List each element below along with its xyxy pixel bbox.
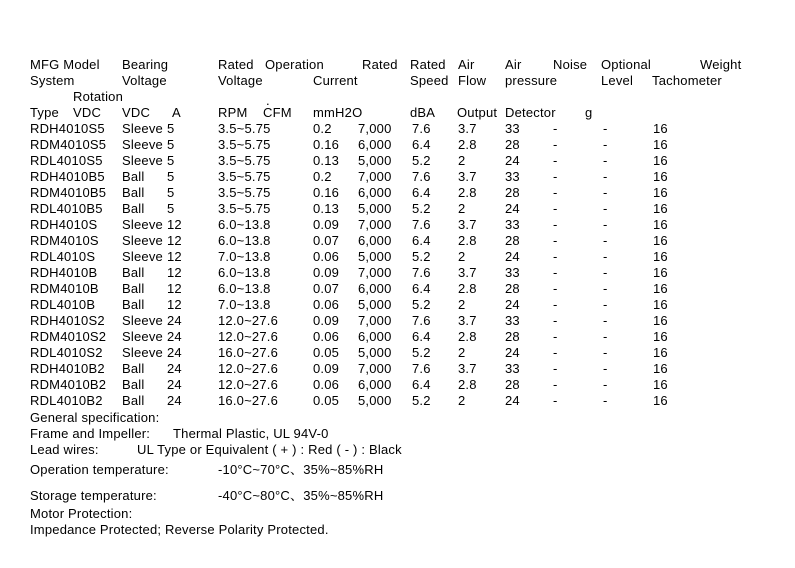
- cell-rated-speed-rpm: 7,000: [358, 121, 392, 136]
- cell-bearing: Sleeve: [122, 313, 163, 328]
- cell-bearing: Ball: [122, 393, 145, 408]
- cell-operation-current-a: 0.2: [313, 121, 332, 136]
- cell-tachometer-output: -: [553, 169, 558, 184]
- cell-rated-speed-rpm: 7,000: [358, 313, 392, 328]
- cell-tachometer-detector: -: [603, 329, 608, 344]
- header-cell: Voltage: [218, 73, 263, 88]
- cell-air-flow-cfm: 5.2: [412, 201, 431, 216]
- storage-temperature-label: Storage temperature:: [30, 488, 157, 503]
- cell-tachometer-detector: -: [603, 377, 608, 392]
- cell-voltage-vdc: 24: [167, 313, 182, 328]
- cell-voltage-vdc: 24: [167, 377, 182, 392]
- operation-temperature-value: -10°C~70°C、35%~85%RH: [218, 462, 384, 477]
- cell-tachometer-detector: -: [603, 249, 608, 264]
- cell-noise-level-dba: 33: [505, 313, 520, 328]
- cell-operation-current-a: 0.09: [313, 217, 340, 232]
- cell-air-pressure-mmh2o: 2: [458, 345, 466, 360]
- cell-operation-current-a: 0.06: [313, 329, 340, 344]
- cell-rated-voltage-vdc: 7.0~13.8: [218, 297, 271, 312]
- cell-rated-speed-rpm: 7,000: [358, 169, 392, 184]
- cell-noise-level-dba: 24: [505, 345, 520, 360]
- cell-model-type: RDH4010B: [30, 265, 98, 280]
- cell-air-flow-cfm: 7.6: [412, 265, 431, 280]
- header-cell: Air: [505, 57, 522, 72]
- cell-voltage-vdc: 12: [167, 281, 182, 296]
- cell-operation-current-a: 0.05: [313, 393, 340, 408]
- cell-rated-speed-rpm: 5,000: [358, 249, 392, 264]
- cell-voltage-vdc: 24: [167, 329, 182, 344]
- table-row: [0, 121, 795, 137]
- cell-bearing: Sleeve: [122, 217, 163, 232]
- cell-tachometer-output: -: [553, 345, 558, 360]
- cell-voltage-vdc: 5: [167, 153, 175, 168]
- cell-air-pressure-mmh2o: 3.7: [458, 361, 477, 376]
- cell-bearing: Ball: [122, 201, 145, 216]
- cell-weight-g: 16: [653, 185, 668, 200]
- cell-model-type: RDL4010B2: [30, 393, 103, 408]
- cell-weight-g: 16: [653, 137, 668, 152]
- header-cell: Voltage: [122, 73, 167, 88]
- header-cell: Operation: [265, 57, 324, 72]
- cell-air-pressure-mmh2o: 3.7: [458, 313, 477, 328]
- cell-tachometer-detector: -: [603, 233, 608, 248]
- header-cell: Rated: [362, 57, 398, 72]
- cell-noise-level-dba: 28: [505, 377, 520, 392]
- cell-rated-speed-rpm: 7,000: [358, 217, 392, 232]
- header-cell: Detector: [505, 105, 556, 120]
- cell-operation-current-a: 0.2: [313, 169, 332, 184]
- header-cell: Type: [30, 105, 59, 120]
- cell-noise-level-dba: 33: [505, 169, 520, 184]
- cell-air-flow-cfm: 6.4: [412, 377, 431, 392]
- cell-tachometer-output: -: [553, 297, 558, 312]
- cell-operation-current-a: 0.06: [313, 249, 340, 264]
- cell-tachometer-output: -: [553, 185, 558, 200]
- cell-voltage-vdc: 12: [167, 265, 182, 280]
- cell-air-flow-cfm: 5.2: [412, 153, 431, 168]
- cell-tachometer-output: -: [553, 153, 558, 168]
- cell-tachometer-output: -: [553, 217, 558, 232]
- cell-bearing: Ball: [122, 185, 145, 200]
- cell-tachometer-detector: -: [603, 201, 608, 216]
- cell-model-type: RDH4010S5: [30, 121, 105, 136]
- cell-air-pressure-mmh2o: 2.8: [458, 377, 477, 392]
- cell-voltage-vdc: 5: [167, 201, 175, 216]
- stray-period: .: [266, 93, 270, 108]
- cell-rated-voltage-vdc: 6.0~13.8: [218, 281, 271, 296]
- table-row: [0, 377, 795, 393]
- cell-operation-current-a: 0.16: [313, 137, 340, 152]
- table-row: [0, 361, 795, 377]
- cell-rated-voltage-vdc: 6.0~13.8: [218, 265, 271, 280]
- cell-operation-current-a: 0.07: [313, 233, 340, 248]
- cell-model-type: RDH4010S: [30, 217, 98, 232]
- operation-temperature-label: Operation temperature:: [30, 462, 169, 477]
- cell-weight-g: 16: [653, 201, 668, 216]
- cell-model-type: RDH4010S2: [30, 313, 105, 328]
- cell-bearing: Sleeve: [122, 121, 163, 136]
- cell-rated-speed-rpm: 5,000: [358, 345, 392, 360]
- cell-tachometer-detector: -: [603, 393, 608, 408]
- cell-rated-voltage-vdc: 3.5~5.75: [218, 121, 271, 136]
- cell-operation-current-a: 0.06: [313, 297, 340, 312]
- cell-air-flow-cfm: 5.2: [412, 393, 431, 408]
- cell-operation-current-a: 0.13: [313, 201, 340, 216]
- cell-air-pressure-mmh2o: 3.7: [458, 121, 477, 136]
- cell-tachometer-output: -: [553, 121, 558, 136]
- cell-tachometer-output: -: [553, 281, 558, 296]
- cell-rated-voltage-vdc: 3.5~5.75: [218, 137, 271, 152]
- cell-weight-g: 16: [653, 121, 668, 136]
- table-row: [0, 249, 795, 265]
- cell-rated-speed-rpm: 5,000: [358, 201, 392, 216]
- cell-rated-voltage-vdc: 12.0~27.6: [218, 361, 278, 376]
- cell-air-flow-cfm: 7.6: [412, 169, 431, 184]
- cell-noise-level-dba: 28: [505, 233, 520, 248]
- cell-bearing: Sleeve: [122, 233, 163, 248]
- cell-rated-speed-rpm: 5,000: [358, 153, 392, 168]
- table-row: [0, 297, 795, 313]
- cell-air-pressure-mmh2o: 2: [458, 153, 466, 168]
- cell-rated-voltage-vdc: 3.5~5.75: [218, 201, 271, 216]
- cell-voltage-vdc: 12: [167, 233, 182, 248]
- cell-noise-level-dba: 33: [505, 361, 520, 376]
- cell-voltage-vdc: 5: [167, 185, 175, 200]
- cell-bearing: Sleeve: [122, 329, 163, 344]
- cell-model-type: RDL4010S2: [30, 345, 103, 360]
- cell-weight-g: 16: [653, 153, 668, 168]
- cell-noise-level-dba: 33: [505, 265, 520, 280]
- cell-air-flow-cfm: 6.4: [412, 281, 431, 296]
- header-cell: pressure: [505, 73, 558, 88]
- table-row: [0, 153, 795, 169]
- header-cell: Rated: [218, 57, 254, 72]
- cell-noise-level-dba: 28: [505, 281, 520, 296]
- cell-rated-voltage-vdc: 7.0~13.8: [218, 249, 271, 264]
- cell-tachometer-detector: -: [603, 185, 608, 200]
- header-cell: Air: [458, 57, 475, 72]
- cell-tachometer-detector: -: [603, 345, 608, 360]
- cell-rated-speed-rpm: 6,000: [358, 281, 392, 296]
- cell-weight-g: 16: [653, 329, 668, 344]
- cell-bearing: Sleeve: [122, 249, 163, 264]
- header-cell: mmH2O: [313, 105, 363, 120]
- general-specification-heading-label: General specification:: [30, 410, 160, 425]
- cell-tachometer-output: -: [553, 137, 558, 152]
- cell-voltage-vdc: 5: [167, 169, 175, 184]
- cell-tachometer-detector: -: [603, 169, 608, 184]
- cell-model-type: RDL4010S5: [30, 153, 103, 168]
- cell-operation-current-a: 0.07: [313, 281, 340, 296]
- cell-air-flow-cfm: 6.4: [412, 233, 431, 248]
- cell-operation-current-a: 0.09: [313, 265, 340, 280]
- header-cell: Tachometer: [652, 73, 722, 88]
- cell-air-flow-cfm: 7.6: [412, 313, 431, 328]
- cell-model-type: RDH4010B2: [30, 361, 105, 376]
- table-row: [0, 233, 795, 249]
- cell-bearing: Ball: [122, 265, 145, 280]
- cell-noise-level-dba: 24: [505, 153, 520, 168]
- cell-tachometer-output: -: [553, 265, 558, 280]
- cell-operation-current-a: 0.16: [313, 185, 340, 200]
- cell-noise-level-dba: 24: [505, 393, 520, 408]
- cell-bearing: Ball: [122, 377, 145, 392]
- impedance-protection-note-label: Impedance Protected; Reverse Polarity Protected.: [30, 522, 329, 537]
- cell-bearing: Sleeve: [122, 153, 163, 168]
- cell-model-type: RDL4010S: [30, 249, 96, 264]
- header-cell: CFM: [263, 105, 292, 120]
- cell-voltage-vdc: 5: [167, 121, 175, 136]
- cell-air-flow-cfm: 5.2: [412, 249, 431, 264]
- cell-air-pressure-mmh2o: 2.8: [458, 233, 477, 248]
- header-cell: Bearing: [122, 57, 169, 72]
- cell-air-pressure-mmh2o: 2: [458, 201, 466, 216]
- cell-rated-voltage-vdc: 3.5~5.75: [218, 185, 271, 200]
- cell-tachometer-output: -: [553, 313, 558, 328]
- cell-model-type: RDM4010S2: [30, 329, 107, 344]
- cell-rated-speed-rpm: 5,000: [358, 297, 392, 312]
- cell-air-pressure-mmh2o: 2.8: [458, 329, 477, 344]
- cell-rated-voltage-vdc: 12.0~27.6: [218, 329, 278, 344]
- cell-air-flow-cfm: 7.6: [412, 361, 431, 376]
- cell-voltage-vdc: 24: [167, 393, 182, 408]
- cell-tachometer-output: -: [553, 393, 558, 408]
- cell-air-flow-cfm: 6.4: [412, 137, 431, 152]
- cell-noise-level-dba: 24: [505, 297, 520, 312]
- cell-tachometer-output: -: [553, 377, 558, 392]
- cell-voltage-vdc: 24: [167, 345, 182, 360]
- table-row: [0, 169, 795, 185]
- header-cell: Current: [313, 73, 358, 88]
- cell-weight-g: 16: [653, 217, 668, 232]
- cell-weight-g: 16: [653, 313, 668, 328]
- cell-rated-speed-rpm: 6,000: [358, 185, 392, 200]
- cell-bearing: Ball: [122, 169, 145, 184]
- cell-weight-g: 16: [653, 297, 668, 312]
- cell-rated-voltage-vdc: 16.0~27.6: [218, 393, 278, 408]
- cell-air-pressure-mmh2o: 2.8: [458, 185, 477, 200]
- header-cell: Flow: [458, 73, 487, 88]
- header-cell: g: [585, 105, 593, 120]
- cell-rated-voltage-vdc: 12.0~27.6: [218, 377, 278, 392]
- header-cell: Speed: [410, 73, 449, 88]
- cell-operation-current-a: 0.13: [313, 153, 340, 168]
- cell-weight-g: 16: [653, 169, 668, 184]
- cell-tachometer-detector: -: [603, 313, 608, 328]
- cell-model-type: RDM4010S5: [30, 137, 107, 152]
- header-cell: Noise: [553, 57, 588, 72]
- cell-operation-current-a: 0.05: [313, 345, 340, 360]
- cell-air-flow-cfm: 6.4: [412, 185, 431, 200]
- cell-weight-g: 16: [653, 361, 668, 376]
- cell-weight-g: 16: [653, 281, 668, 296]
- cell-tachometer-detector: -: [603, 217, 608, 232]
- cell-weight-g: 16: [653, 345, 668, 360]
- cell-model-type: RDL4010B5: [30, 201, 103, 216]
- cell-rated-voltage-vdc: 6.0~13.8: [218, 233, 271, 248]
- cell-rated-speed-rpm: 7,000: [358, 265, 392, 280]
- cell-weight-g: 16: [653, 233, 668, 248]
- cell-tachometer-output: -: [553, 329, 558, 344]
- header-cell: VDC: [122, 105, 151, 120]
- cell-air-pressure-mmh2o: 2.8: [458, 281, 477, 296]
- cell-air-pressure-mmh2o: 3.7: [458, 265, 477, 280]
- cell-model-type: RDM4010B2: [30, 377, 107, 392]
- cell-bearing: Ball: [122, 281, 145, 296]
- cell-model-type: RDM4010B5: [30, 185, 107, 200]
- cell-voltage-vdc: 5: [167, 137, 175, 152]
- table-row: [0, 265, 795, 281]
- cell-air-pressure-mmh2o: 3.7: [458, 169, 477, 184]
- cell-rated-speed-rpm: 7,000: [358, 361, 392, 376]
- header-cell: Level: [601, 73, 634, 88]
- cell-rated-speed-rpm: 5,000: [358, 393, 392, 408]
- header-cell: Weight: [700, 57, 742, 72]
- cell-rated-voltage-vdc: 12.0~27.6: [218, 313, 278, 328]
- cell-rated-speed-rpm: 6,000: [358, 233, 392, 248]
- table-row: [0, 137, 795, 153]
- cell-noise-level-dba: 33: [505, 121, 520, 136]
- header-cell: Optional: [601, 57, 652, 72]
- cell-bearing: Ball: [122, 361, 145, 376]
- cell-weight-g: 16: [653, 265, 668, 280]
- cell-air-flow-cfm: 7.6: [412, 121, 431, 136]
- table-row: [0, 345, 795, 361]
- cell-tachometer-output: -: [553, 201, 558, 216]
- cell-voltage-vdc: 12: [167, 297, 182, 312]
- cell-air-flow-cfm: 5.2: [412, 297, 431, 312]
- cell-model-type: RDL4010B: [30, 297, 96, 312]
- cell-rated-voltage-vdc: 3.5~5.75: [218, 169, 271, 184]
- cell-model-type: RDH4010B5: [30, 169, 105, 184]
- cell-rated-voltage-vdc: 3.5~5.75: [218, 153, 271, 168]
- header-cell: Rated: [410, 57, 446, 72]
- cell-tachometer-detector: -: [603, 137, 608, 152]
- cell-bearing: Sleeve: [122, 137, 163, 152]
- cell-tachometer-output: -: [553, 249, 558, 264]
- cell-air-pressure-mmh2o: 3.7: [458, 217, 477, 232]
- cell-air-pressure-mmh2o: 2: [458, 249, 466, 264]
- cell-air-pressure-mmh2o: 2: [458, 393, 466, 408]
- header-cell: Output: [457, 105, 498, 120]
- cell-tachometer-detector: -: [603, 153, 608, 168]
- table-row: [0, 329, 795, 345]
- cell-bearing: Ball: [122, 297, 145, 312]
- cell-rated-speed-rpm: 6,000: [358, 329, 392, 344]
- cell-air-pressure-mmh2o: 2: [458, 297, 466, 312]
- cell-weight-g: 16: [653, 249, 668, 264]
- cell-model-type: RDM4010B: [30, 281, 99, 296]
- cell-voltage-vdc: 12: [167, 217, 182, 232]
- cell-model-type: RDM4010S: [30, 233, 99, 248]
- cell-air-flow-cfm: 7.6: [412, 217, 431, 232]
- frame-impeller-value: Thermal Plastic, UL 94V-0: [173, 426, 329, 441]
- lead-wires-value: UL Type or Equivalent ( + ) : Red ( - ) : Black: [137, 442, 402, 457]
- table-row: [0, 393, 795, 409]
- cell-voltage-vdc: 12: [167, 249, 182, 264]
- cell-operation-current-a: 0.09: [313, 361, 340, 376]
- table-row: [0, 201, 795, 217]
- table-row: [0, 313, 795, 329]
- cell-noise-level-dba: 28: [505, 329, 520, 344]
- cell-noise-level-dba: 24: [505, 201, 520, 216]
- cell-noise-level-dba: 28: [505, 185, 520, 200]
- header-cell: RPM: [218, 105, 248, 120]
- header-cell: A: [172, 105, 181, 120]
- table-row: [0, 185, 795, 201]
- cell-rated-voltage-vdc: 16.0~27.6: [218, 345, 278, 360]
- cell-tachometer-detector: -: [603, 281, 608, 296]
- cell-noise-level-dba: 33: [505, 217, 520, 232]
- cell-bearing: Sleeve: [122, 345, 163, 360]
- cell-rated-speed-rpm: 6,000: [358, 377, 392, 392]
- header-cell: Rotation: [73, 89, 124, 104]
- cell-tachometer-output: -: [553, 361, 558, 376]
- header-cell: MFG Model: [30, 57, 100, 72]
- cell-tachometer-output: -: [553, 233, 558, 248]
- storage-temperature-value: -40°C~80°C、35%~85%RH: [218, 488, 384, 503]
- motor-protection-heading-label: Motor Protection:: [30, 506, 133, 521]
- cell-rated-voltage-vdc: 6.0~13.8: [218, 217, 271, 232]
- cell-rated-speed-rpm: 6,000: [358, 137, 392, 152]
- header-cell: dBA: [410, 105, 436, 120]
- cell-weight-g: 16: [653, 393, 668, 408]
- frame-impeller-label: Frame and Impeller:: [30, 426, 151, 441]
- cell-noise-level-dba: 28: [505, 137, 520, 152]
- lead-wires-label: Lead wires:: [30, 442, 99, 457]
- header-cell: VDC: [73, 105, 102, 120]
- cell-air-pressure-mmh2o: 2.8: [458, 137, 477, 152]
- cell-tachometer-detector: -: [603, 265, 608, 280]
- cell-weight-g: 16: [653, 377, 668, 392]
- table-row: [0, 217, 795, 233]
- cell-noise-level-dba: 24: [505, 249, 520, 264]
- cell-tachometer-detector: -: [603, 297, 608, 312]
- cell-air-flow-cfm: 5.2: [412, 345, 431, 360]
- table-row: [0, 281, 795, 297]
- cell-voltage-vdc: 24: [167, 361, 182, 376]
- cell-tachometer-detector: -: [603, 361, 608, 376]
- cell-tachometer-detector: -: [603, 121, 608, 136]
- header-cell: System: [30, 73, 75, 88]
- cell-operation-current-a: 0.06: [313, 377, 340, 392]
- cell-operation-current-a: 0.09: [313, 313, 340, 328]
- cell-air-flow-cfm: 6.4: [412, 329, 431, 344]
